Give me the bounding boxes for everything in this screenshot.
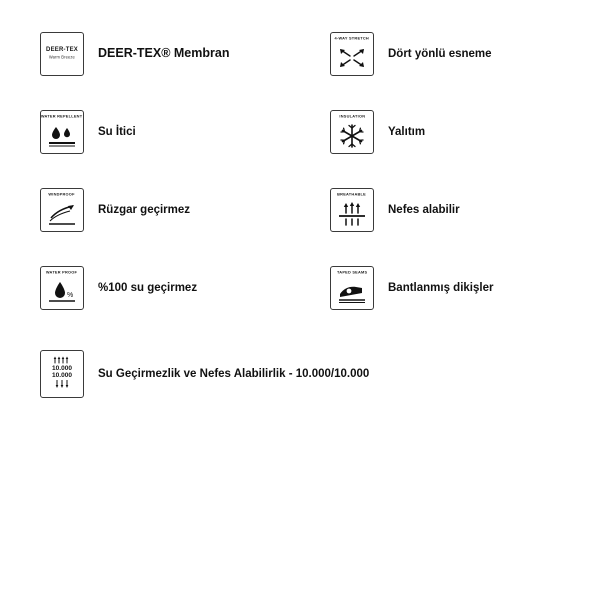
feature-grid <box>40 32 560 432</box>
feature-label: %100 su geçirmez <box>98 281 198 294</box>
feature-item-four-way-stretch <box>330 32 560 76</box>
rating-value-bottom: 10.000 <box>52 371 72 379</box>
snowflake-insulation-icon <box>330 110 374 154</box>
feature-item-breathable <box>330 188 560 232</box>
water-repellent-icon <box>40 110 84 154</box>
waterproof-icon-caption: WATER PROOF <box>46 269 78 275</box>
feature-item-water-repellent <box>40 110 330 154</box>
feature-item-taped-seams <box>330 266 560 310</box>
breathable-icon <box>330 188 374 232</box>
rating-bottom-arrows <box>41 380 83 389</box>
feature-label: Su Geçirmezlik ve Nefes Alabilirlik - 10.000/10.000 <box>98 367 370 380</box>
taped-seams-icon <box>330 266 374 310</box>
deer-tex-brand-icon <box>40 32 84 76</box>
waterproof-breathability-rating-icon <box>40 350 84 398</box>
four-way-stretch-glyph <box>331 40 373 75</box>
feature-item-insulation <box>330 110 560 154</box>
feature-item-waterproof-breathability-rating <box>40 350 560 398</box>
water-repellent-glyph <box>41 118 83 153</box>
windproof-icon <box>40 188 84 232</box>
feature-row <box>40 32 560 76</box>
feature-label: Rüzgar geçirmez <box>98 203 191 216</box>
taped-seams-glyph <box>331 274 373 309</box>
feature-item-waterproof-100 <box>40 266 330 310</box>
breathable-glyph <box>331 196 373 231</box>
insulation-icon-caption: INSULATION <box>339 113 365 119</box>
svg-text:%: % <box>67 291 74 299</box>
windproof-icon-caption: WINDPROOF <box>48 191 76 197</box>
feature-row <box>40 188 560 232</box>
feature-row <box>40 110 560 154</box>
feature-label: Dört yönlü esneme <box>388 47 492 60</box>
feature-row <box>40 266 560 310</box>
four-way-stretch-icon <box>330 32 374 76</box>
deer-tex-brand-icon-subcaption: Warm Breeze <box>48 55 76 60</box>
waterproof-droplet-icon <box>40 266 84 310</box>
waterproof-glyph <box>41 274 83 309</box>
windproof-glyph <box>41 196 83 231</box>
rating-value-top: 10.000 <box>52 365 72 372</box>
feature-label: Nefes alabilir <box>388 203 460 216</box>
snowflake-glyph <box>331 118 373 153</box>
feature-label: Su İtici <box>98 125 136 138</box>
rating-top-arrows <box>41 356 83 364</box>
taped-seams-icon-caption: TAPED SEAMS <box>336 269 368 275</box>
four-way-stretch-icon-caption: 4-WAY STRETCH <box>334 35 370 41</box>
deer-tex-brand-icon-caption: DEER-TEX <box>46 47 78 53</box>
breathable-icon-caption: BREATHABLE <box>337 191 367 197</box>
feature-item-deer-tex-membrane <box>40 32 330 76</box>
feature-label: DEER-TEX® Membran <box>98 46 230 61</box>
feature-label: Yalıtım <box>388 125 426 138</box>
feature-label: Bantlanmış dikişler <box>388 281 494 294</box>
water-repellent-icon-caption: WATER REPELLENT <box>41 113 83 119</box>
feature-item-windproof <box>40 188 330 232</box>
feature-row <box>40 350 560 398</box>
